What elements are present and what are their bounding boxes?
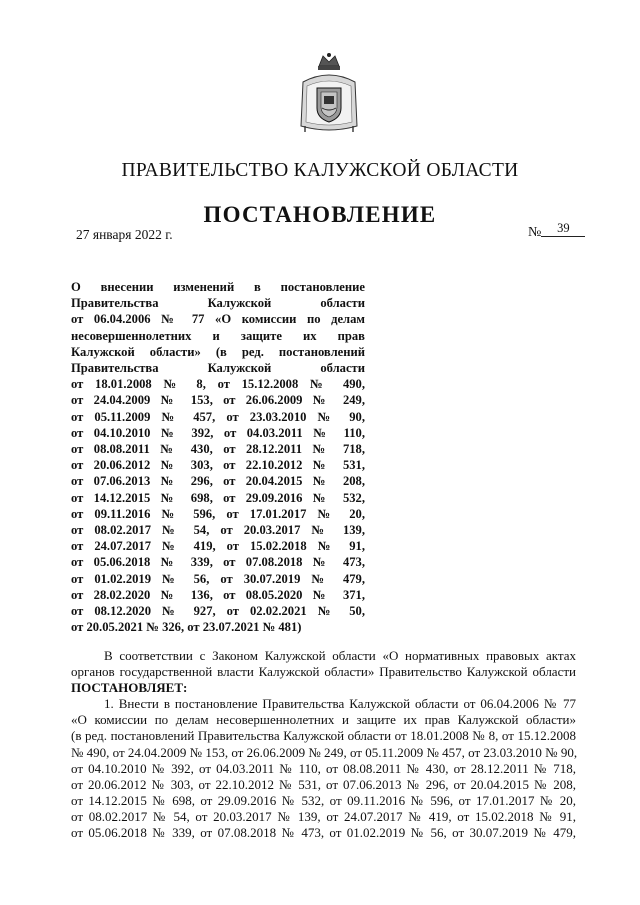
number-value: 39 [541,221,585,237]
document-type-title: ПОСТАНОВЛЕНИЕ [203,202,437,227]
subject-line: от 24.04.2009 № 153, от 26.06.2009 № 249, [71,393,365,408]
subject-line: от 18.01.2008 № 8, от 15.12.2008 № 490, [71,377,365,392]
subject-line: от 08.08.2011 № 430, от 28.12.2011 № 718, [71,442,365,457]
subject-line: от 08.12.2020 № 927, от 02.02.2021 № 50, [71,604,365,619]
item-line: 1. Внести в постановление Правительства Калужской области от 06.04.2006 № 77 [104,696,576,712]
number-sign: № [528,225,542,240]
subject-line: Правительства Калужской области [71,361,365,376]
subject-line: от 20.05.2021 № 326, от 23.07.2021 № 481) [71,620,302,635]
subject-line: несовершеннолетних и защите их прав [71,328,365,343]
document-body [71,648,576,841]
item-line: от 04.10.2010 № 392, от 04.03.2011 № 110, от 08.08.2011 № 430, от 28.12.2011 № 718, [71,760,576,776]
coat-of-arms-icon [297,52,361,134]
subject-line: от 08.02.2017 № 54, от 20.03.2017 № 139, [71,523,365,538]
organization-title: ПРАВИТЕЛЬСТВО КАЛУЖСКОЙ ОБЛАСТИ [121,160,519,181]
document-number [528,221,585,241]
subject-line: от 01.02.2019 № 56, от 30.07.2019 № 479, [71,571,365,586]
decree-word: ПОСТАНОВЛЯЕТ: [71,680,188,696]
subject-line: от 14.12.2015 № 698, от 29.09.2016 № 532, [71,490,365,505]
item-line: от 14.12.2015 № 698, от 29.09.2016 № 532, от 09.11.2016 № 596, от 17.01.2017 № 20, [71,792,576,808]
item-line: (в ред. постановлений Правительства Калужской области от 18.01.2008 № 8, от 15.12.2008 [71,728,576,744]
subject-line: от 07.06.2013 № 296, от 20.04.2015 № 208, [71,474,365,489]
subject-line: Калужской области» (в ред. постановлений [71,344,365,359]
document-date: 27 января 2022 г. [76,227,173,242]
item-line: от 05.06.2018 № 339, от 07.08.2018 № 473, от 01.02.2019 № 56, от 30.07.2019 № 479, [71,825,576,841]
item-line: от 20.06.2012 № 303, от 22.10.2012 № 531, от 07.06.2013 № 296, от 20.04.2015 № 208, [71,776,576,792]
item-line: № 490, от 24.04.2009 № 153, от 26.06.2009 № 249, от 05.11.2009 № 457, от 23.03.2010 № 90, [71,744,578,760]
subject-line: от 06.04.2006 № 77 «О комиссии по делам [71,312,365,327]
subject-line: от 09.11.2016 № 596, от 17.01.2017 № 20, [71,506,365,521]
item-line: от 08.02.2017 № 54, от 20.03.2017 № 139, от 24.07.2017 № 419, от 15.02.2018 № 91, [71,808,576,824]
subject-line: от 20.06.2012 № 303, от 22.10.2012 № 531, [71,458,365,473]
subject-line: от 04.10.2010 № 392, от 04.03.2011 № 110, [71,425,365,440]
preamble-line: В соответствии с Законом Калужской области «О нормативных правовых актах [104,648,576,663]
subject-line: от 28.02.2020 № 136, от 08.05.2020 № 371, [71,587,365,602]
subject-line: от 24.07.2017 № 419, от 15.02.2018 № 91, [71,539,365,554]
document-subject [71,279,365,635]
subject-line: Правительства Калужской области [71,296,365,311]
subject-line: от 05.11.2009 № 457, от 23.03.2010 № 90, [71,409,365,424]
subject-line: от 05.06.2018 № 339, от 07.08.2018 № 473, [71,555,365,570]
subject-line: О внесении изменений в постановление [71,280,365,294]
item-line: «О комиссии по делам несовершеннолетних и защите их прав Калужской области» [71,712,576,728]
preamble-line: органов государственной власти Калужской области» Правительство Калужской области [71,664,576,680]
